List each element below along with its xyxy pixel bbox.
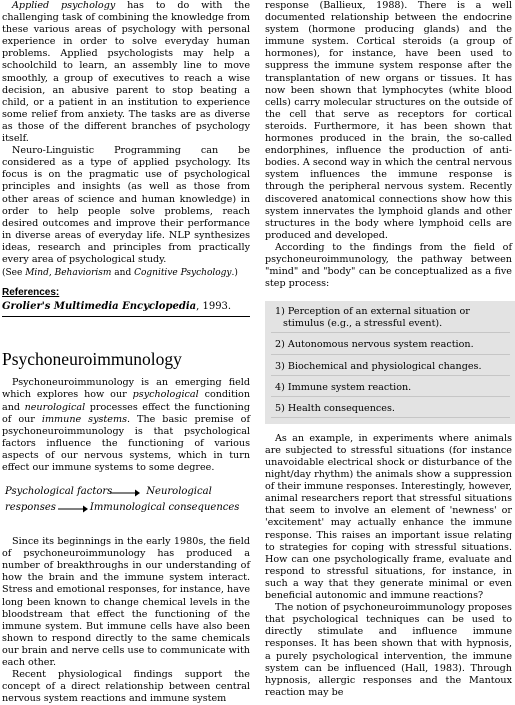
list-item: 1) Perception of an external situation or stimulus (e.g., a stressful event). bbox=[271, 306, 510, 333]
paragraph-pni-intro: Psychoneuroimmunology is an emerging field which explores how our psychological condition and neurological processes effect the functioning of our immune systems. The basic premise of psychoneuroimmunology is that psychological factors influence the functioning of various aspects of our nervous systems, which in turn effect our immune systems to some degree. bbox=[2, 377, 251, 473]
see-also-note: (See Mind, Behaviorism and Cognitive Psychology.) bbox=[2, 268, 238, 279]
paragraph-physiological-findings: Recent physiological findings support the concept of a direct relationship between central nervous system reactions and immune system bbox=[2, 669, 250, 705]
see-mind: Mind bbox=[25, 268, 49, 279]
arrow-right-icon bbox=[57, 504, 89, 514]
paragraph-animal-experiments: As an example, in experiments where animals are subjected to stressful situations (for instance unavoidable electrical shock or disturbance of the night/day rhythm) the animals show a suppression of their immune responses. Interestingly, however, animal researchers report that stressful situations that seem to involve an element of 'newness' or 'excitement' may actually enhance the immune response. This raises an important issue relating to strategies for coping with stressful situations. How can one psychologically frame, evaluate and respond to stressful situations, for instance, in such a way that they generate minimal or even beneficial autonomic and immune reactions? bbox=[265, 432, 512, 602]
paragraph-endocrine: response (Ballieux, 1988). There is a well documented relationship between the endocrine system (hormone producing glands) and the immune system. Cortical steroids (a group of hormones), for instance, have been used to suppress the immune system response after the transplantation of new organs or tissues. It has now been shown that lymphocytes (white blood cells) carry molecular structures on the outside of the cell that serve as receptors for cortical steroids. Furthermore, it has been shown that hormones produced in the brain, the so-called endorphines, influence the production of anti-bodies. A second way in which the central nervous system influences the immune response is through the peripheral nervous system. Recently discovered anatomical connections show how this system innervates the lymphoid glands and other structures in the body where lymphoid cells are produced and developed. bbox=[265, 0, 512, 241]
arrow-right-icon bbox=[109, 488, 141, 498]
reference-title: Grolier's Multimedia Encyclopedia bbox=[2, 301, 197, 313]
paragraph-hypnosis: The notion of psychoneuroimmunology proposes that psychological techniques can be used to directly stimulate and influence immune responses. It has been shown that with hypnosis, a purely psychological intervention, the immune system can be influenced (Hall, 1983). Through hypnosis, allergic responses and the Mantoux reaction may be bbox=[265, 602, 512, 698]
paragraph-breakthroughs: Since its beginnings in the early 1980s, the field of psychoneuroimmunology has produced a number of breakthroughs in our understanding of how the brain and the immune system interact. Stress and emotional responses, for instance, have long been known to change chemical levels in the bloodstream that effect the functioning of the immune system. But immune cells have also been shown to respond directly to the same chemicals our brain and nerve cells use to communicate with each other. bbox=[2, 536, 250, 669]
formula-neurological: Neurological bbox=[146, 486, 212, 498]
right-column bbox=[265, 0, 512, 699]
references-heading: References: bbox=[2, 287, 60, 299]
formula-responses: responses bbox=[5, 502, 56, 514]
paragraph-nlp: Neuro-Linguistic Programming can be considered as a type of applied psychology. Its focus is on the pragmatic use of psychological principles and insights (as well as those from other areas of science and human knowledge) in order to help people solve problems, reach desired outcomes and improve their performance in diverse areas of everyday life. NLP synthesizes ideas, research and principles from practically every area of psychological study. bbox=[2, 145, 250, 265]
paragraph-pathway: According to the findings from the field of psychoneuroimmunology, the pathway between "mind" and "body" can be conceptualized as a five step process: bbox=[265, 241, 512, 290]
list-item: 3) Biochemical and physiological changes. bbox=[271, 361, 510, 376]
pathway-formula bbox=[2, 486, 250, 522]
five-step-list bbox=[265, 301, 515, 424]
section-title: Psychoneuroimmunology bbox=[2, 349, 182, 370]
list-item: 5) Health consequences. bbox=[271, 403, 510, 418]
paragraph-applied-psychology: Applied psychology has to do with the challenging task of combining the knowledge from these various areas of psychology with personal experience in order to solve everyday human problems. Applied psychologists may help a schoolchild to learn, an assembly line to move smoothly, a group of executives to reach a wise decision, an abusive parent to stop beating a child, or a patient in an institution to experience some relief from anxiety. The tasks are as diverse as those of the different branches of psychology itself. bbox=[2, 0, 250, 145]
formula-psychological-factors: Psychological factors bbox=[5, 486, 113, 498]
list-item: 2) Autonomous nervous system reaction. bbox=[271, 339, 510, 354]
term-applied-psychology: Applied psychology bbox=[12, 0, 116, 11]
see-cognitive-psychology: Cognitive Psychology bbox=[134, 268, 232, 279]
formula-immunological-consequences: Immunological consequences bbox=[89, 502, 240, 514]
see-behaviorism: Behaviorism bbox=[54, 268, 112, 279]
left-column bbox=[2, 0, 250, 705]
list-item: 4) Immune system reaction. bbox=[271, 382, 510, 397]
reference-entry: Grolier's Multimedia Encyclopedia, 1993. bbox=[2, 301, 232, 313]
section-divider bbox=[2, 316, 250, 317]
